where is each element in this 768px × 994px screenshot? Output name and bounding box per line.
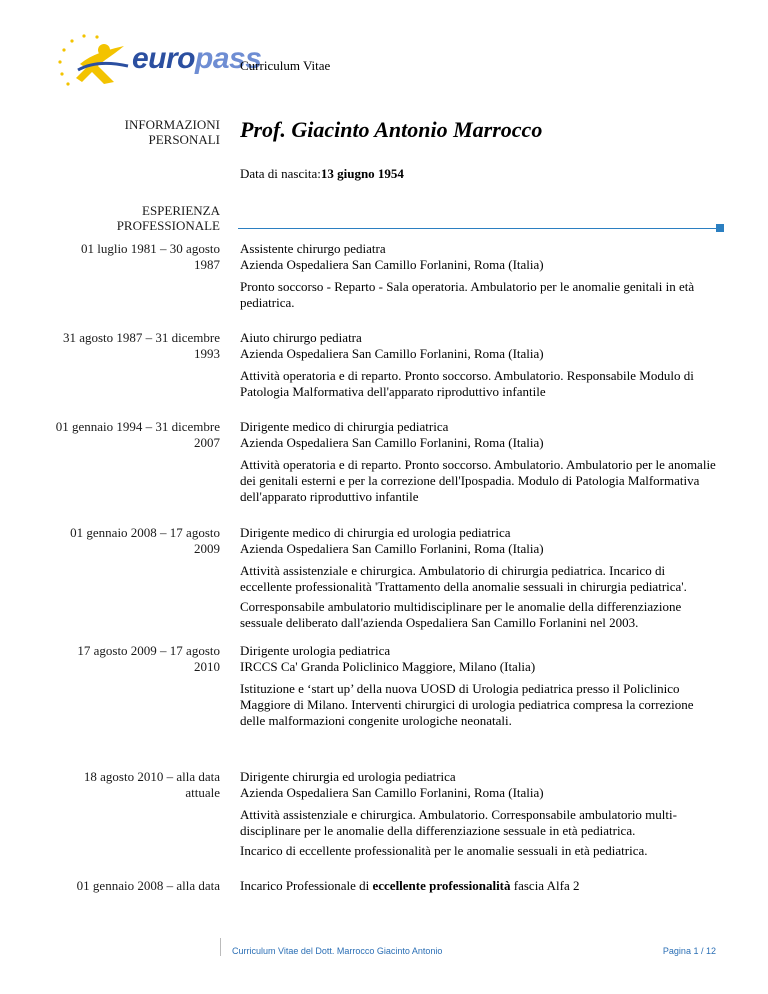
entry-organization: IRCCS Ca' Granda Policlinico Maggiore, Milano (Italia) (240, 659, 536, 674)
entry-date: 31 agosto 1987 – 31 dicembre 1993 (62, 330, 220, 361)
entry-organization: Azienda Ospedaliera San Camillo Forlanini, Roma (Italia) (240, 435, 544, 450)
entry-date: 18 agosto 2010 – alla data attuale (83, 769, 220, 800)
entry-content (240, 643, 720, 729)
entry-organization: Azienda Ospedaliera San Camillo Forlanini, Roma (Italia) (240, 785, 544, 800)
entry-content (240, 769, 720, 859)
europass-logo (52, 32, 262, 94)
date-of-birth: Data di nascita:13 giugno 1954 (240, 166, 404, 181)
entry-description: Attività operatoria e di reparto. Pronto soccorso. Ambulatorio. Responsabile Modulo di Patologia Malformativa dell'apparato riproduttivo infantile (240, 368, 694, 399)
entry-description-extra: Corresponsabile ambulatorio multidisciplinare per le anomalie della differenziazione sessuale deliberato dall'azienda Ospedaliera San Camillo Forlanini nel 2003. (240, 599, 682, 630)
footer-divider (220, 938, 221, 956)
entry-date: 01 gennaio 2008 – 17 agosto 2009 (70, 525, 220, 556)
entry-role: Dirigente medico di chirurgia pediatrica (240, 419, 449, 434)
entry-date: 17 agosto 2009 – 17 agosto 2010 (77, 643, 220, 674)
entry-content (240, 878, 720, 894)
page-footer (0, 946, 768, 966)
entry-date: 01 luglio 1981 – 30 agosto 1987 (80, 241, 220, 272)
entry-description: Attività assistenziale e chirurgica. Ambulatorio di chirurgia pediatrica. Incarico di eccellente professionalità 'Trattamento della anomalie sessuali in chirurgia pediatrica'. (240, 563, 687, 594)
entry-content (240, 330, 720, 400)
entry-role: Dirigente chirurgia ed urologia pediatrica (240, 769, 456, 784)
page-number: Pagina 1 / 12 (662, 946, 716, 956)
footer-document-title: Curriculum Vitae del Dott. Marrocco Giacinto Antonio (232, 946, 443, 956)
europass-star-figure-icon (52, 32, 132, 94)
entry-date: 01 gennaio 2008 – alla data (76, 878, 220, 893)
entry-content (240, 525, 720, 631)
entry-description: Pronto soccorso - Reparto - Sala operatoria. Ambulatorio per le anomalie genitali in età pediatrica. (240, 279, 695, 310)
entry-role: Dirigente medico di chirurgia ed urologia pediatrica (240, 525, 511, 540)
section-divider-marker (716, 224, 724, 232)
section-label-personal: INFORMAZIONI PERSONALI (124, 117, 220, 147)
header-title: Curriculum Vitae (240, 58, 331, 73)
entry-role: Assistente chirurgo pediatra (240, 241, 386, 256)
entry-role: Aiuto chirurgo pediatra (240, 330, 362, 345)
europass-wordmark: europass (132, 42, 262, 75)
entry-description: Attività operatoria e di reparto. Pronto soccorso. Ambulatorio. Ambulatorio per le anomalie dei genitali esterni e per la correzione dell'Ipospadia. Modulo di Patologia Malformativa dell'apparato riproduttivo infantile (240, 457, 716, 504)
entry-content (240, 419, 720, 505)
entry-description: Attività assistenziale e chirurgica. Ambulatorio. Corresponsabile ambulatorio multi-disciplinare per le anomalie della differenziazione sessuale in età pediatrica. (240, 807, 677, 838)
entry-role: Incarico Professionale di eccellente professionalità fascia Alfa 2 (240, 878, 580, 893)
section-divider (238, 228, 716, 229)
entry-organization: Azienda Ospedaliera San Camillo Forlanini, Roma (Italia) (240, 257, 544, 272)
person-name: Prof. Giacinto Antonio Marrocco (240, 117, 543, 142)
entry-date: 01 gennaio 1994 – 31 dicembre 2007 (55, 419, 220, 450)
entry-description-extra: Incarico di eccellente professionalità per le anomalie sessuali in età pediatrica. (240, 843, 648, 858)
section-label-experience: ESPERIENZA PROFESSIONALE (116, 203, 220, 233)
entry-organization: Azienda Ospedaliera San Camillo Forlanini, Roma (Italia) (240, 346, 544, 361)
entry-organization: Azienda Ospedaliera San Camillo Forlanini, Roma (Italia) (240, 541, 544, 556)
entry-description: Istituzione e ‘start up’ della nuova UOSD di Urologia pediatrica presso il Policlinico Maggiore di Milano. Interventi chirurgici di urologia pediatrica compresa la correzione delle malformazioni congenite urologiche neonatali. (240, 681, 694, 728)
entry-role: Dirigente urologia pediatrica (240, 643, 391, 658)
entry-content (240, 241, 720, 311)
